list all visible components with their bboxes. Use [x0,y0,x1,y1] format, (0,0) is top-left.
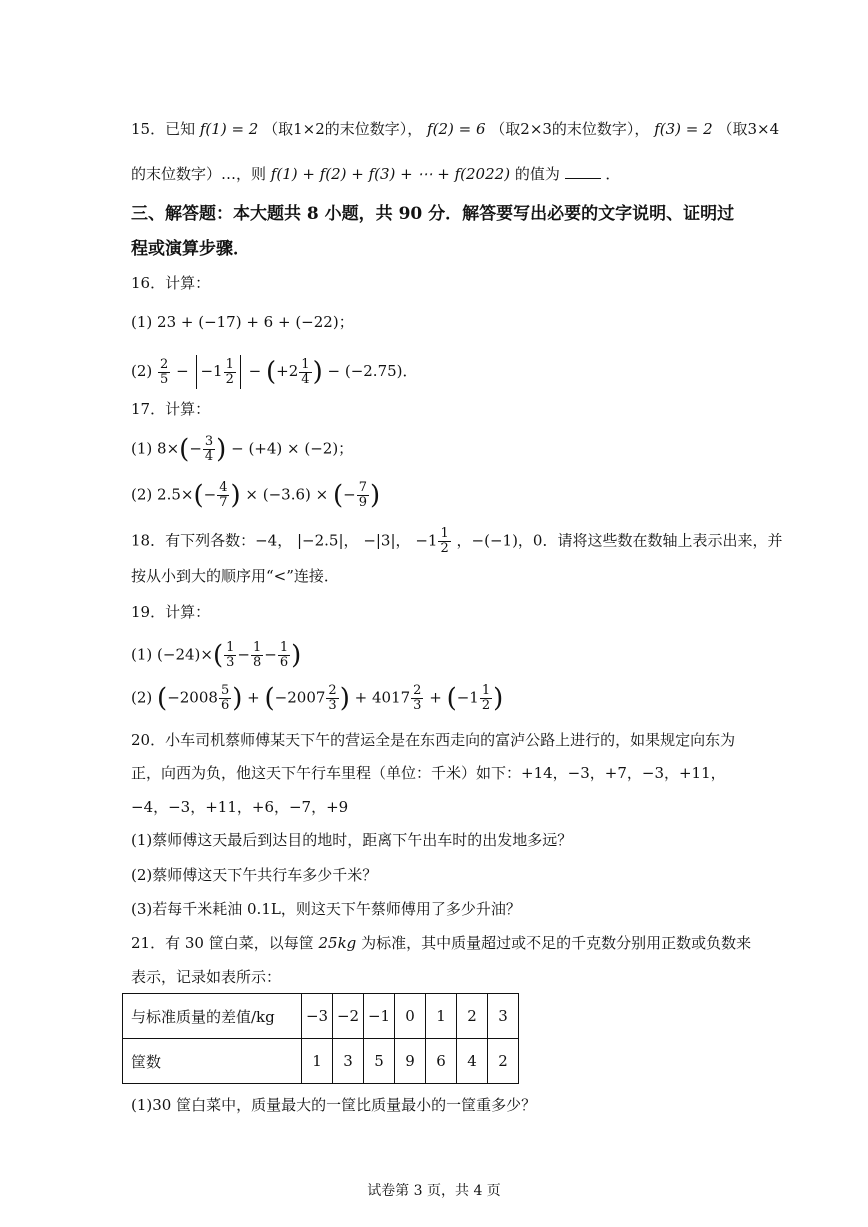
table-cell: 0 [395,994,426,1039]
q19-title: 19．计算： [131,603,211,621]
minus-sign: − [203,485,217,504]
table-cell: 3 [333,1039,364,1084]
q16-p1-label: (1) [131,313,153,331]
fraction: $\frac{2}{5}$ [160,356,169,387]
q20-sub3: (3)若每千米耗油 0.1L，则这天下午蔡师傅用了多少升油？ [131,900,521,918]
q16-p1-expression: 23 + (−17) + 6 + (−22)； [157,313,354,331]
fraction: $\frac{7}{9}$ [358,480,368,510]
q16-title: 16．计算： [131,274,211,292]
q17-p1-tail: − (+4) × (−2)； [231,439,354,458]
table-cell: −1 [364,994,395,1039]
fraction: $\frac{5}{6}$ [220,683,230,713]
mixed-whole: +2 [276,362,299,380]
page-footer: 试卷第 3 页，共 4 页 [367,1183,501,1199]
fraction: $\frac{1}{8}$ [252,640,262,670]
comma: ， [343,531,359,550]
fraction: $\frac{1}{2}$ [481,683,491,713]
minus-sign: − [176,362,189,380]
fraction: $\frac{3}{4}$ [204,434,214,464]
minus-sign: − [343,485,356,504]
fraction: $\frac{2}{3}$ [328,683,337,713]
plus-sign: + [247,688,260,707]
answer-blank [565,164,601,179]
section3-heading-line1: 三、解答题：本大题共 8 小题，共 90 分．解答要写出必要的文字说明、证明过 [131,204,735,224]
q15-f2: f(2) = 6 [427,120,486,138]
mixed-whole: −2008 [167,688,218,707]
q20-line3: −4，−3，+11，+6，−7，+9 [131,798,349,816]
q21-line1-a: 21．有 30 筐白菜，以每筐 [131,934,314,952]
table-cell: 1 [426,994,457,1039]
q17-p2-label: (2) [131,485,153,504]
section3-heading-line2: 程或演算步骤． [131,239,250,259]
q17-title: 17．计算： [131,400,211,418]
q18-abs1: |−2.5| [296,531,344,550]
table-cell: −2 [333,994,364,1039]
q17-p2-mid: × (−3.6) × [245,485,329,504]
q19-part2: (2) (−2008 $\frac{5}{6}$ ) + (−2007 $\frac{2}{3}$ ) + 4017 $\frac{2}{3}$ + (−1 $\frac{1}{2}$ ) [131,683,504,714]
table-row-header: 筐数 [123,1039,302,1084]
abs-bar [240,355,241,389]
fraction: $\frac{1}{2}$ [225,356,234,387]
q19-part1: (1) (−24)×( $\frac{1}{3}$ − $\frac{1}{8}$ − $\frac{1}{6}$ ) [131,640,302,671]
q17-part1: (1) 8×(− $\frac{3}{4}$ ) − (+4) × (−2)； [131,434,354,465]
table-row-header: 与标准质量的差值/kg [123,994,302,1039]
q21-standard-weight: 25kg [318,934,357,952]
fraction: $\frac{1}{4}$ [301,356,310,387]
comma: ， [395,531,411,550]
q15-note1: （取1×2的末位数字）， [263,120,423,138]
q15-sum-expression: f(1) + f(2) + f(3) + ⋯ + f(2022) [270,165,511,183]
q19-p2-label: (2) [131,688,153,707]
q21-sub1: (1)30 筐白菜中，质量最大的一筐比质量最小的一筐重多少？ [131,1096,537,1114]
q18-abs2: −|3| [363,531,396,550]
fraction: $\frac{2}{3}$ [413,683,422,713]
mixed-whole: −1 [415,531,438,550]
q15-line1 [131,118,779,140]
q15-number: 15．已知 [131,120,196,138]
q21-line2: 表示，记录如表所示： [131,968,282,986]
q15-line2-end: ． [605,165,621,183]
table-cell: 4 [457,1039,488,1084]
table-cell: 3 [488,994,519,1039]
q21-data-table [122,993,519,1084]
mixed-whole: −1 [456,688,479,707]
table-cell: 2 [488,1039,519,1084]
q17-p1-label: (1) [131,439,153,458]
q20-sub1: (1)蔡师傅这天最后到达目的地时，距离下午出车时的出发地多远？ [131,831,573,849]
q17-p1-coef: 8× [157,439,180,458]
q16-p2-label: (2) [131,362,153,380]
q19-p1-label: (1) [131,645,153,664]
table-cell: −3 [302,994,333,1039]
q16-part1 [131,311,354,333]
q20-line1: 20．小车司机蔡师傅某天下午的营运全是在东西走向的富泸公路上进行的，如果规定向东为 [131,731,736,749]
q15-line2-pre: 的末位数字）…，则 [131,165,267,183]
table-cell: 5 [364,1039,395,1084]
q18-line2: 按从小到大的顺序用“<”连接． [131,567,339,585]
abs-bar [196,355,197,389]
q15-line2-post: 的值为 [514,165,560,183]
minus-sign: − [264,645,277,664]
q15-note2: （取2×3的末位数字）， [490,120,650,138]
plus-term: + 4017 [354,688,411,707]
mixed-whole: −2007 [274,688,326,707]
q16-part2: (2) $\frac{2}{5}$ − −1 $\frac{1}{2}$ − (+2 $\frac{1}{4}$ ) − (−2.75)． [131,356,418,387]
minus-sign: − [237,645,250,664]
q15-f3: f(3) = 2 [654,120,713,138]
plus-sign: + [429,688,442,707]
q17-p2-coef: 2.5× [157,485,194,504]
table-cell: 6 [426,1039,457,1084]
minus-sign: − [248,362,262,380]
q21-line1 [131,932,751,954]
fraction: $\frac{4}{7}$ [219,480,228,510]
table-row [123,1039,519,1084]
table-row [123,994,519,1039]
q20-line2: 正，向西为负，他这天下午行车里程（单位：千米）如下：+14，−3，+7，−3，+11， [131,764,726,782]
q20-sub2: (2)蔡师傅这天下午共行车多少千米？ [131,866,378,884]
q18-post: ，−(−1)，0．请将这些数在数轴上表示出来，并 [456,531,783,550]
fraction: $\frac{1}{3}$ [226,640,235,670]
table-cell: 1 [302,1039,333,1084]
q21-line1-c: 为标准，其中质量超过或不足的千克数分别用正数或负数来 [361,934,752,952]
table-cell: 2 [457,994,488,1039]
mixed-whole: −1 [200,362,223,380]
table-cell: 9 [395,1039,426,1084]
q17-part2: (2) 2.5×(− $\frac{4}{7}$ ) × (−3.6) × (− $\frac{7}{9}$ ) [131,480,381,511]
minus-sign: − [189,439,202,458]
q16-p2-tail: − (−2.75)． [327,362,418,380]
q18-line1 [131,527,782,556]
q18-pre: 18．有下列各数：−4， [131,531,293,550]
fraction: $\frac{1}{2}$ [440,526,449,556]
q15-line2 [131,163,620,185]
q15-note3: （取3×4 [717,120,780,138]
q19-p1-coef: (−24)× [157,645,213,664]
fraction: $\frac{1}{6}$ [279,640,289,670]
q15-f1: f(1) = 2 [199,120,259,138]
